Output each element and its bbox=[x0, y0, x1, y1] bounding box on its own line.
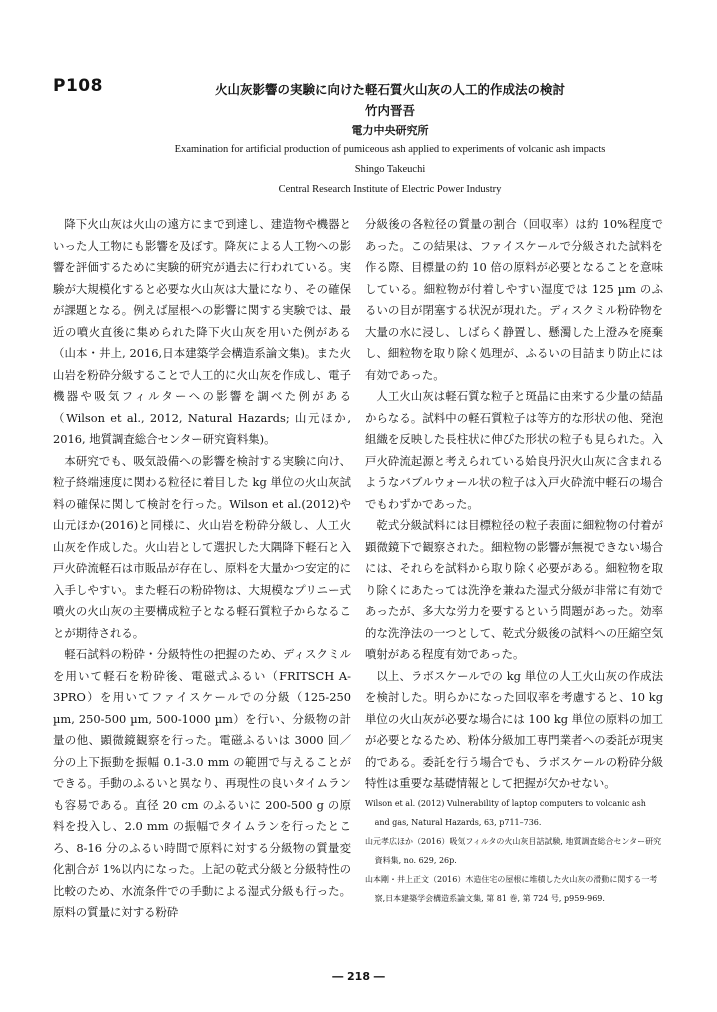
paper-id: P108 bbox=[53, 76, 103, 96]
body-paragraph: 降下火山灰は火山の遠方にまで到達し、建造物や機器といった人工物にも影響を及ぼす。降灰による人工物への影響を評価するために実験的研究が過去に行われている。実験が大規模化すると必要な火山灰は大量になり、その確保が課題となる。例えば屋根への影響に関する実験では、最近の噴火直後に集められた降下火山灰を用いた例がある（山本・井上, 2016,日本建築学会構造系論文集)。また火山岩を粉砕分級することで人工的に火山灰を作成し、電子機器や吸気フィルターへの影響を調べた例がある（Wilson et al., 2012, Natural Hazards; 山元ほか, 2016, 地質調査総合センター研究資料集)。 bbox=[53, 217, 351, 446]
body-right-column bbox=[365, 214, 663, 795]
affiliation-en: Central Research Institute of Electric Power Industry bbox=[278, 184, 502, 195]
body-paragraph: 本研究でも、吸気設備への影響を検討する実験に向け、粒子終端速度に関わる粒径に着目した kg 単位の火山灰試料の確保に関して検討を行った。Wilson et al.(2012)や山元ほか(2016)と同様に、火山岩を粉砕分級し、人工火山灰を作成した。火山岩として選択した大隅降下軽石と入戸火砕流軽石は市販品が存在し、原料を大量かつ安定的に入手しやすい。また軽石の粉砕物は、大規模なプリニー式噴火の火山灰の主要構成粒子となる軽石質粒子からなることが期待される。 bbox=[53, 453, 351, 640]
author-en: Shingo Takeuchi bbox=[354, 164, 426, 175]
reference-item: 山本剛・井上正文（2016）木造住宅の屋根に堆積した火山灰の滑動に関する一考察,日本建築学会構造系論文集, 第 81 巻, 第 724 号, p959-969. bbox=[365, 875, 658, 903]
paper-title-ja: 火山灰影響の実験に向けた軽石質火山灰の人工的作成法の検討 bbox=[214, 82, 565, 97]
body-paragraph: 人工火山灰は軽石質な粒子と斑晶に由来する少量の結晶からなる。試料中の軽石質粒子は等方的な形状の他、発泡組織を反映した長柱状に伸びた形状の粒子も見られた。入戸火砕流起源と考えられている姶良丹沢火山灰に含まれるようなバブルウォール状の粒子は入戸火砕流中軽石の場合でもわずかであった。 bbox=[365, 389, 663, 511]
references bbox=[365, 794, 663, 908]
body-paragraph: 以上、ラボスケールでの kg 単位の人工火山灰の作成法を検討した。明らかになった回収率を考慮すると、10 kg 単位の火山灰が必要な場合には 100 kg 単位の原料の加工が必要となるため、粉体分級加工専門業者への委託が現実的である。委託を行う場合でも、ラボスケールの粉砕分級特性は重要な基礎情報として把握が欠かせない。 bbox=[365, 668, 663, 790]
reference-item: 山元孝広ほか（2016）吸気フィルタの火山灰目詰試験, 地質調査総合センター研究資料集, no. 629, 26p. bbox=[365, 837, 662, 865]
affiliation-ja: 電力中央研究所 bbox=[351, 124, 429, 137]
reference-item: Wilson et al. (2012) Vulnerability of laptop computers to volcanic ash and gas, Natural Hazards, 63, p711–736. bbox=[365, 799, 646, 827]
page-number: ― 218 ― bbox=[332, 970, 385, 983]
body-left-column bbox=[53, 214, 351, 924]
paper-title-en: Examination for artificial production of pumiceous ash applied to experiments of volcanic ash impacts bbox=[174, 144, 606, 155]
body-paragraph: 分級後の各粒径の質量の割合（回収率）は約 10%程度であった。この結果は、ファイスケールで分級された試料を作る際、目標量の約 10 倍の原料が必要となることを意味している。細粒物が付着しやすい湿度では 125 µm のふるいの目が閉塞する状況が現れた。ディスクミル粉砕物を大量の水に浸し、しばらく静置し、懸濁した上澄みを廃棄し、細粒物を取り除く処理が、ふるいの目詰まり防止には有効であった。 bbox=[365, 217, 663, 382]
body-paragraph: 軽石試料の粉砕・分級特性の把握のため、ディスクミルを用いて軽石を粉砕後、電磁式ふるい（FRITSCH A-3PRO）を用いてファイスケールでの分級（125-250 µm, 250-500 µm, 500-1000 µm）を行い、分級物の計量の他、顕微鏡観察を行った。電磁ふるいは 3000 回／分の上下振動を振幅 0.1-3.0 mm の範囲で与えることができる。手動のふるいと異なり、再現性の良いタイムランも容易である。直径 20 cm のふるいに 200-500 g の原料を投入し、2.0 mm の振幅でタイムランを行ったところ、8-16 分のふるい時間で原料に対する分級物の質量変化割合が 1%以内になった。上記の乾式分級と分級特性の比較のため、水流条件での手動による湿式分級も行った。原料の質量に対する粉砕 bbox=[53, 647, 351, 919]
body-paragraph: 乾式分級試料には目標粒径の粒子表面に細粒物の付着が顕微鏡下で観察された。細粒物の影響が無視できない場合には、それらを試料から取り除く必要がある。細粒物を取り除くにあたっては洗浄を兼ねた湿式分級が非常に有効であったが、多大な労力を要するという問題があった。効率的な洗浄法の一つとして、乾式分級後の試料への圧縮空気噴射がある程度有効であった。 bbox=[365, 518, 663, 661]
author-ja: 竹内晋吾 bbox=[364, 103, 415, 118]
